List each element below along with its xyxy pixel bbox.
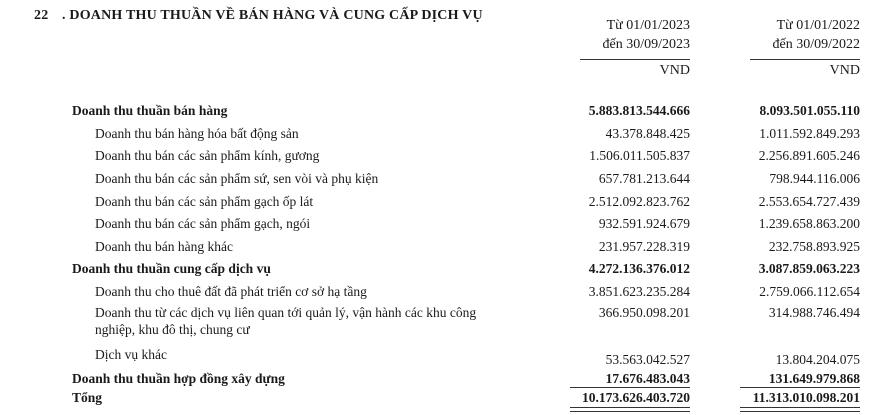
section-heading xyxy=(34,8,483,24)
currency-unit: VND xyxy=(750,59,860,80)
value-2023: 3.851.623.235.284 xyxy=(588,284,690,299)
period-to: đến 30/09/2022 xyxy=(772,37,860,52)
subtotal-rule xyxy=(740,387,860,388)
value-2022: 232.758.893.925 xyxy=(768,239,860,254)
total-double-rule xyxy=(570,407,690,412)
column-header-2023 xyxy=(580,16,690,80)
value-2022: 798.944.116.006 xyxy=(769,171,860,186)
value-2022: 2.759.066.112.654 xyxy=(759,284,860,299)
row-label: Doanh thu từ các dịch vụ liên quan tới quản lý, vận hành các khu công nghiệp, khu đô thị, chung cư xyxy=(95,305,477,337)
row-label: Doanh thu thuần cung cấp dịch vụ xyxy=(72,261,271,276)
value-2023: 932.591.924.679 xyxy=(598,216,690,231)
row-label: Dịch vụ khác xyxy=(95,347,167,362)
row-label: Doanh thu bán hàng khác xyxy=(95,239,233,254)
value-2022: 3.087.859.063.223 xyxy=(758,261,860,276)
row-label: Doanh thu bán các sản phẩm gạch ốp lát xyxy=(95,194,314,209)
value-2023: 17.676.483.043 xyxy=(605,371,690,386)
value-2023: 43.378.848.425 xyxy=(605,126,690,141)
total-double-rule xyxy=(740,407,860,412)
period-from: Từ 01/01/2022 xyxy=(776,18,860,33)
row-label: Doanh thu cho thuê đất đã phát triển cơ sở hạ tầng xyxy=(95,284,367,299)
period-from: Từ 01/01/2023 xyxy=(606,18,690,33)
row-label: Doanh thu bán các sản phẩm sứ, sen vòi và phụ kiện xyxy=(95,171,379,186)
subtotal-rule xyxy=(570,387,690,388)
column-header-2022 xyxy=(750,16,860,80)
section-number: 22 xyxy=(34,8,49,23)
row-label: Doanh thu thuần bán hàng xyxy=(72,103,228,118)
section-title: . DOANH THU THUẦN VỀ BÁN HÀNG VÀ CUNG CẤP DỊCH VỤ xyxy=(62,8,483,23)
value-2022: 1.011.592.849.293 xyxy=(759,126,860,141)
period-to: đến 30/09/2023 xyxy=(602,37,690,52)
value-2023: 231.957.228.319 xyxy=(598,239,690,254)
value-2022: 131.649.979.868 xyxy=(768,371,860,386)
value-2023: 2.512.092.823.762 xyxy=(588,194,690,209)
value-2023: 53.563.042.527 xyxy=(605,352,690,367)
value-2022: 11.313.010.098.201 xyxy=(752,390,860,405)
value-2023: 1.506.011.505.837 xyxy=(589,148,690,163)
value-2023: 657.781.213.644 xyxy=(598,171,690,186)
value-2022: 13.804.204.075 xyxy=(775,352,860,367)
value-2022: 2.553.654.727.439 xyxy=(758,194,860,209)
row-label: Tổng xyxy=(72,390,103,405)
row-label: Doanh thu bán các sản phẩm gạch, ngói xyxy=(95,216,311,231)
value-2023: 4.272.136.376.012 xyxy=(588,261,690,276)
currency-unit: VND xyxy=(580,59,690,80)
value-2022: 1.239.658.863.200 xyxy=(758,216,860,231)
value-2022: 314.988.746.494 xyxy=(768,305,860,320)
value-2023: 10.173.626.403.720 xyxy=(582,390,690,405)
value-2023: 5.883.813.544.666 xyxy=(588,103,690,118)
row-label: Doanh thu bán các sản phẩm kính, gương xyxy=(95,148,320,163)
row-label: Doanh thu bán hàng hóa bất động sản xyxy=(95,126,299,141)
value-2022: 2.256.891.605.246 xyxy=(758,148,860,163)
value-2022: 8.093.501.055.110 xyxy=(759,103,860,118)
row-label: Doanh thu thuần hợp đồng xây dựng xyxy=(72,371,285,386)
value-2023: 366.950.098.201 xyxy=(598,305,690,320)
